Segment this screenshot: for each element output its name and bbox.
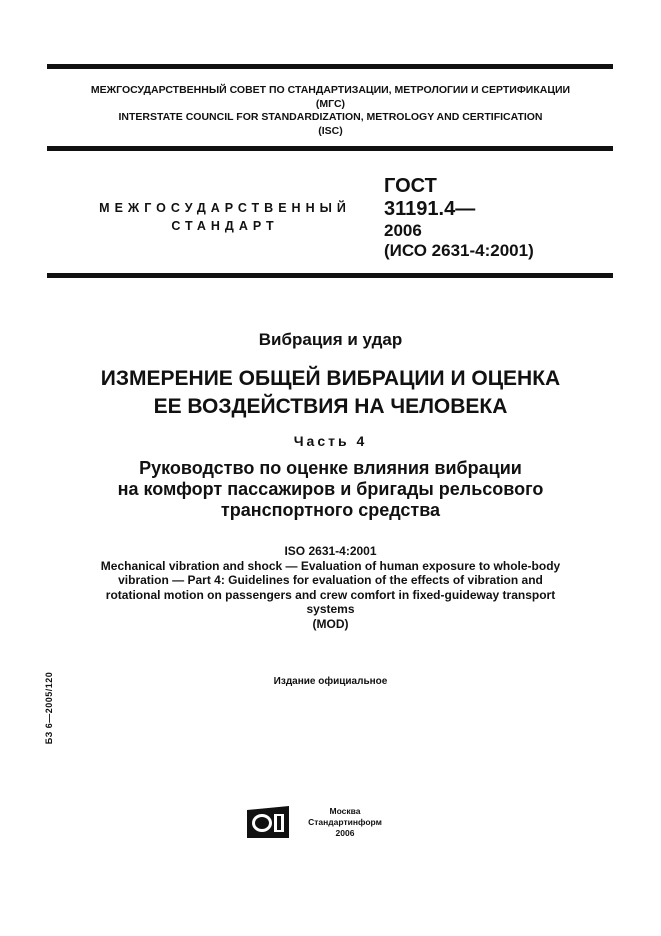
iso-mod: (MOD) (312, 616, 349, 631)
gost-number: 31191.4— (384, 198, 476, 220)
publisher-name: Стандартинформ (308, 817, 382, 827)
publisher-logo (247, 806, 289, 838)
subtitle-line3: транспортного средства (220, 500, 441, 520)
iso-title-line4: systems (306, 602, 355, 616)
edition-label: Издание официальное (273, 676, 388, 687)
gost-label: ГОСТ (384, 175, 437, 197)
publisher-city: Москва (329, 806, 361, 816)
standard-type-line2: СТАНДАРТ (171, 219, 279, 233)
iso-reference (0, 544, 661, 631)
gost-year: 2006 (384, 221, 422, 240)
iso-title-line1: Mechanical vibration and shock — Evaluation of human exposure to whole-body (100, 558, 561, 573)
council-en-abbr: (ISC) (318, 124, 343, 137)
subtitle-line1: Руководство по оценке влияния вибрации (139, 458, 522, 478)
council-ru-abbr: (МГС) (315, 97, 346, 110)
bottom-rule (47, 273, 613, 278)
middle-rule (47, 146, 613, 151)
publisher (300, 806, 390, 839)
top-rule (47, 64, 613, 69)
iso-title-line2: vibration — Part 4: Guidelines for evaluation of the effects of vibration and (118, 573, 543, 587)
subtitle (0, 458, 661, 521)
standard-type (90, 199, 360, 235)
main-title-line1: ИЗМЕРЕНИЕ ОБЩЕЙ ВИБРАЦИИ И ОЦЕНКА (100, 367, 561, 390)
standard-type-line1: МЕЖГОСУДАРСТВЕННЫЙ (99, 201, 351, 215)
council-en: INTERSTATE COUNCIL FOR STANDARDIZATION, METROLOGY AND CERTIFICATION (118, 111, 543, 123)
iso-number: ISO 2631-4:2001 (284, 544, 377, 558)
publisher-year: 2006 (335, 828, 355, 838)
iso-title-line3: rotational motion on passengers and crew comfort in fixed-guideway transport (105, 587, 556, 602)
main-title (0, 365, 661, 421)
series-title: Вибрация и удар (258, 330, 403, 349)
subtitle-line2: на комфорт пассажиров и бригады рельсового (117, 479, 544, 499)
part-title: Часть 4 (293, 433, 368, 449)
council-header (0, 84, 661, 138)
council-ru: МЕЖГОСУДАРСТВЕННЫЙ СОВЕТ ПО СТАНДАРТИЗАЦИИ, МЕТРОЛОГИИ И СЕРТИФИКАЦИИ (90, 84, 571, 96)
main-title-line2: ЕЕ ВОЗДЕЙСТВИЯ НА ЧЕЛОВЕКА (153, 395, 508, 418)
gost-designation (384, 175, 534, 261)
side-code (42, 668, 56, 748)
side-code-text: БЗ 6—2005/120 (44, 671, 54, 745)
iso-equivalent: (ИСО 2631-4:2001) (384, 241, 534, 260)
